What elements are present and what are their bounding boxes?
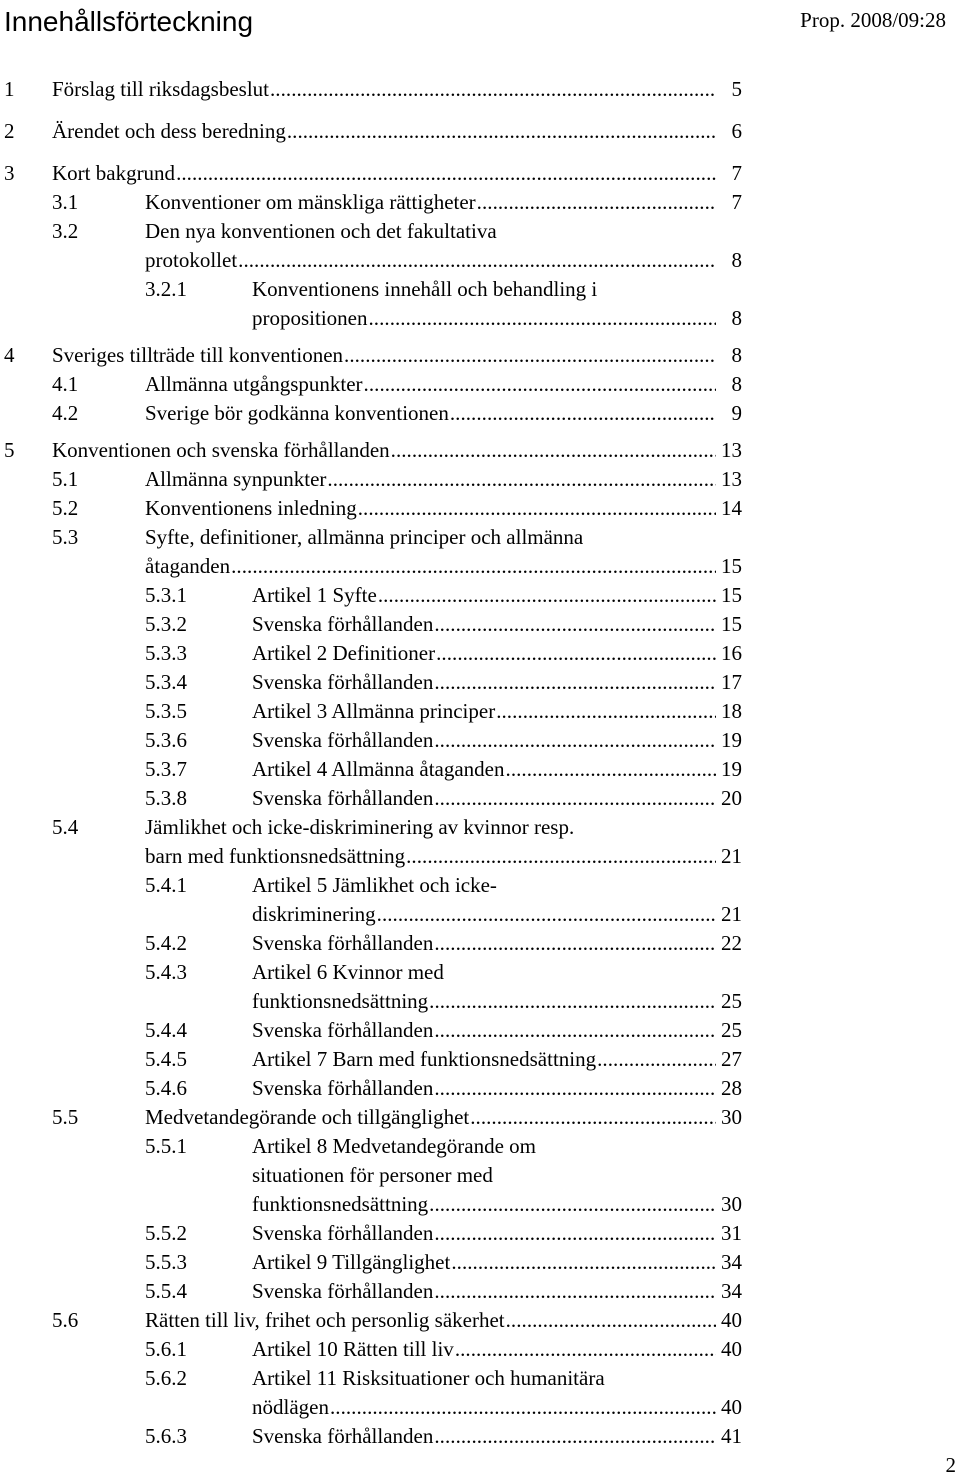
toc-line xyxy=(0,930,960,956)
toc-line xyxy=(0,1191,960,1217)
toc-entry-title: Svenska förhållanden xyxy=(252,1221,434,1245)
toc-entry-page: 22 xyxy=(721,931,742,955)
toc-line xyxy=(0,756,960,782)
toc-entry-number: 5.3.4 xyxy=(145,670,187,694)
toc-entry-title: åtaganden xyxy=(145,554,231,578)
toc-entry xyxy=(252,1075,742,1101)
toc-line xyxy=(0,669,960,695)
toc-entry xyxy=(252,305,742,331)
dot-leader xyxy=(434,930,716,956)
toc-entry-page: 16 xyxy=(721,641,742,665)
dot-leader xyxy=(496,698,716,724)
toc-entry-page: 18 xyxy=(721,699,742,723)
dot-leader xyxy=(378,582,716,608)
toc-line xyxy=(0,276,960,302)
toc-entry xyxy=(145,400,742,426)
toc-line xyxy=(0,553,960,579)
toc-entry xyxy=(252,727,742,753)
toc-entry-title: protokollet xyxy=(145,248,238,272)
dot-leader xyxy=(455,1336,716,1362)
toc-entry-title: diskriminering xyxy=(252,902,376,926)
dot-leader xyxy=(597,1046,716,1072)
toc-entry-page: 8 xyxy=(731,343,742,367)
toc-entry xyxy=(52,118,742,144)
dot-leader xyxy=(358,495,716,521)
toc-entry-title: Svenska förhållanden xyxy=(252,670,434,694)
toc-line xyxy=(0,901,960,927)
toc-entry-page: 20 xyxy=(721,786,742,810)
toc-entry-title: Svenska förhållanden xyxy=(252,1424,434,1448)
toc-entry xyxy=(252,1249,742,1275)
toc-entry-page: 34 xyxy=(721,1250,742,1274)
toc-entry-page: 27 xyxy=(721,1047,742,1071)
dot-leader xyxy=(344,342,716,368)
toc-entry-title: Artikel 6 Kvinnor med xyxy=(252,960,444,984)
toc-entry-title: funktionsnedsättning xyxy=(252,1192,429,1216)
toc-line xyxy=(0,1249,960,1275)
toc-entry-title: situationen för personer med xyxy=(252,1163,493,1187)
toc-entry-page: 28 xyxy=(721,1076,742,1100)
dot-leader xyxy=(470,1104,716,1130)
dot-leader xyxy=(434,611,716,637)
toc-entry-title: Artikel 10 Rätten till liv xyxy=(252,1337,454,1361)
dot-leader xyxy=(434,785,716,811)
toc-entry-title: Konventionen och svenska förhållanden xyxy=(52,438,390,462)
toc-entry-page: 8 xyxy=(731,306,742,330)
toc-entry-title: Svenska förhållanden xyxy=(252,1018,434,1042)
toc-entry xyxy=(145,553,742,579)
dot-leader xyxy=(287,118,716,144)
toc-entry xyxy=(252,785,742,811)
toc-entry xyxy=(252,698,742,724)
toc-line xyxy=(0,437,960,463)
toc-entry-number: 5.4 xyxy=(52,815,79,839)
dot-leader xyxy=(506,1307,716,1333)
toc-line xyxy=(0,1104,960,1130)
toc-entry-number: 5.4.1 xyxy=(145,873,187,897)
toc-entry-title: Medvetandegörande och tillgänglighet xyxy=(145,1105,470,1129)
toc-line xyxy=(0,872,960,898)
toc-entry-title: Artikel 3 Allmänna principer xyxy=(252,699,496,723)
page-number: 2 xyxy=(945,1453,956,1477)
toc-entry xyxy=(252,1220,742,1246)
toc-entry-title: barn med funktionsnedsättning xyxy=(145,844,406,868)
toc-entry-title: Allmänna utgångspunkter xyxy=(145,372,363,396)
toc-entry-title: Svenska förhållanden xyxy=(252,1279,434,1303)
toc-entry-number: 3.2.1 xyxy=(145,277,187,301)
toc-entry-page: 19 xyxy=(721,757,742,781)
toc-entry-title: Ärendet och dess beredning xyxy=(52,119,286,143)
toc-entry-title: Svenska förhållanden xyxy=(252,612,434,636)
toc-entry-title: Den nya konventionen och det fakultativa xyxy=(145,219,497,243)
toc-entry-title: Svenska förhållanden xyxy=(252,786,434,810)
toc-entry-number: 5.4.2 xyxy=(145,931,187,955)
toc-line xyxy=(0,218,960,244)
toc-entry-number: 5.3.1 xyxy=(145,583,187,607)
toc-line xyxy=(0,524,960,550)
toc-entry-title: Rätten till liv, frihet och personlig säkerhet xyxy=(145,1308,505,1332)
toc-entry-page: 41 xyxy=(721,1424,742,1448)
toc-entry-title: Förslag till riksdagsbeslut xyxy=(52,77,269,101)
toc-entry-title: Artikel 5 Jämlikhet och icke- xyxy=(252,873,497,897)
toc-line xyxy=(0,1394,960,1420)
toc-entry-number: 5.5.1 xyxy=(145,1134,187,1158)
toc-entry xyxy=(252,756,742,782)
dot-leader xyxy=(231,553,716,579)
dot-leader xyxy=(506,756,716,782)
toc-entry-page: 30 xyxy=(721,1105,742,1129)
toc-entry xyxy=(252,669,742,695)
toc-line xyxy=(0,1220,960,1246)
toc-entry-number: 5.5.2 xyxy=(145,1221,187,1245)
toc-entry-page: 5 xyxy=(731,77,742,101)
toc-line xyxy=(0,611,960,637)
toc-entry xyxy=(252,930,742,956)
dot-leader xyxy=(434,1017,716,1043)
toc-entry-number: 5.3.3 xyxy=(145,641,187,665)
toc-entry-number: 5.4.5 xyxy=(145,1047,187,1071)
toc-entry-page: 8 xyxy=(731,372,742,396)
toc-line xyxy=(0,1162,960,1188)
toc-entry-page: 14 xyxy=(721,496,742,520)
toc-entry-page: 25 xyxy=(721,1018,742,1042)
toc-entry xyxy=(252,582,742,608)
toc-line xyxy=(0,1046,960,1072)
toc-entry-page: 13 xyxy=(721,467,742,491)
toc-entry-page: 21 xyxy=(721,902,742,926)
toc-entry xyxy=(52,160,742,186)
toc-line xyxy=(0,400,960,426)
toc-entry-number: 5.5.4 xyxy=(145,1279,187,1303)
toc-entry-page: 25 xyxy=(721,989,742,1013)
toc-entry-title: Jämlikhet och icke-diskriminering av kvinnor resp. xyxy=(145,815,575,839)
toc-entry-title: Svenska förhållanden xyxy=(252,931,434,955)
toc-entry-number: 5.6.3 xyxy=(145,1424,187,1448)
dot-leader xyxy=(434,1075,716,1101)
toc-entry-title: Artikel 1 Syfte xyxy=(252,583,377,607)
dot-leader xyxy=(450,400,716,426)
toc-entry xyxy=(145,189,742,215)
toc-line xyxy=(0,495,960,521)
toc-entry-page: 6 xyxy=(731,119,742,143)
dot-leader xyxy=(434,1220,716,1246)
toc-entry-page: 8 xyxy=(731,248,742,272)
dot-leader xyxy=(429,1191,716,1217)
toc-entry xyxy=(252,1394,742,1420)
toc-line xyxy=(0,959,960,985)
toc-entry-number: 5.3 xyxy=(52,525,79,549)
toc-entry xyxy=(52,342,742,368)
dot-leader xyxy=(436,640,716,666)
toc-entry-title: Artikel 11 Risksituationer och humanitära xyxy=(252,1366,605,1390)
toc-line xyxy=(0,189,960,215)
toc-line xyxy=(0,1365,960,1391)
toc-entry-number: 5.5 xyxy=(52,1105,79,1129)
dot-leader xyxy=(451,1249,716,1275)
toc-entry xyxy=(252,988,742,1014)
toc-line xyxy=(0,1017,960,1043)
toc-entry-page: 40 xyxy=(721,1308,742,1332)
dot-leader xyxy=(369,305,717,331)
dot-leader xyxy=(429,988,716,1014)
dot-leader xyxy=(434,1278,716,1304)
toc-entry xyxy=(52,76,742,102)
toc-entry-page: 40 xyxy=(721,1395,742,1419)
toc-entry xyxy=(252,1423,742,1449)
toc-entry xyxy=(52,437,742,463)
toc-entry-number: 5.3.5 xyxy=(145,699,187,723)
toc-entry xyxy=(145,466,742,492)
toc-entry-page: 7 xyxy=(731,161,742,185)
toc-entry-title: Artikel 4 Allmänna åtaganden xyxy=(252,757,505,781)
toc-entry-title: propositionen xyxy=(252,306,368,330)
dot-leader xyxy=(364,371,716,397)
toc-entry-number: 5.6 xyxy=(52,1308,79,1332)
toc-entry-title: Artikel 8 Medvetandegörande om xyxy=(252,1134,536,1158)
toc-entry xyxy=(252,1017,742,1043)
toc-line xyxy=(0,988,960,1014)
toc-entry-title: Syfte, definitioner, allmänna principer och allmänna xyxy=(145,525,584,549)
dot-leader xyxy=(434,669,716,695)
toc-entry-title: funktionsnedsättning xyxy=(252,989,429,1013)
toc-entry-title: Allmänna synpunkter xyxy=(145,467,327,491)
toc-entry xyxy=(252,1191,742,1217)
toc-entry-number: 5.3.6 xyxy=(145,728,187,752)
toc-line xyxy=(0,727,960,753)
toc-entry xyxy=(252,1336,742,1362)
toc-entry xyxy=(145,371,742,397)
toc-line xyxy=(0,698,960,724)
toc-entry-number: 5.4.3 xyxy=(145,960,187,984)
toc-line xyxy=(0,118,960,144)
toc-entry xyxy=(252,611,742,637)
toc-entry-number: 4.2 xyxy=(52,401,79,425)
toc-entry-title: nödlägen xyxy=(252,1395,329,1419)
toc-entry xyxy=(252,1046,742,1072)
toc-entry-number: 5.3.2 xyxy=(145,612,187,636)
toc-entry-page: 19 xyxy=(721,728,742,752)
toc-entry xyxy=(145,1104,742,1130)
toc-line xyxy=(0,582,960,608)
toc-entry-page: 15 xyxy=(721,612,742,636)
toc-line xyxy=(0,305,960,331)
toc-line xyxy=(0,1075,960,1101)
toc-entry-number: 5.6.1 xyxy=(145,1337,187,1361)
toc-entry-page: 40 xyxy=(721,1337,742,1361)
toc-entry-title: Konventionens inledning xyxy=(145,496,357,520)
toc-entry-title: Svenska förhållanden xyxy=(252,728,434,752)
toc-entry-number: 2 xyxy=(4,119,15,143)
dot-leader xyxy=(176,160,716,186)
toc-line xyxy=(0,160,960,186)
dot-leader xyxy=(238,247,716,273)
toc-entry-page: 13 xyxy=(721,438,742,462)
toc-entry-page: 7 xyxy=(731,190,742,214)
dot-leader xyxy=(270,76,716,102)
dot-leader xyxy=(406,843,716,869)
toc-entry-number: 4 xyxy=(4,343,15,367)
toc-entry-number: 5.6.2 xyxy=(145,1366,187,1390)
page-title: Innehållsförteckning xyxy=(4,6,254,37)
toc-entry-title: Konventionens innehåll och behandling i xyxy=(252,277,598,301)
toc-entry-number: 5.4.4 xyxy=(145,1018,187,1042)
toc-entry-number: 3.1 xyxy=(52,190,79,214)
toc-line xyxy=(0,1278,960,1304)
toc-line xyxy=(0,466,960,492)
toc-entry-number: 5.4.6 xyxy=(145,1076,187,1100)
dot-leader xyxy=(377,901,716,927)
toc-entry xyxy=(252,1278,742,1304)
dot-leader xyxy=(330,1394,716,1420)
toc-line xyxy=(0,1133,960,1159)
toc-line xyxy=(0,843,960,869)
toc-entry-page: 21 xyxy=(721,844,742,868)
toc-entry-title: Sveriges tillträde till konventionen xyxy=(52,343,344,367)
toc-entry xyxy=(252,901,742,927)
toc-entry-title: Artikel 2 Definitioner xyxy=(252,641,436,665)
toc-line xyxy=(0,814,960,840)
toc-entry-number: 1 xyxy=(4,77,15,101)
proposition-number: Prop. 2008/09:28 xyxy=(800,8,946,32)
toc-entry-number: 5.3.8 xyxy=(145,786,187,810)
toc-entry-number: 5.5.3 xyxy=(145,1250,187,1274)
toc-entry xyxy=(145,1307,742,1333)
toc-entry-title: Kort bakgrund xyxy=(52,161,176,185)
toc-entry-number: 4.1 xyxy=(52,372,79,396)
toc-entry-number: 5.3.7 xyxy=(145,757,187,781)
toc-entry xyxy=(252,640,742,666)
toc-line xyxy=(0,342,960,368)
toc-entry-page: 31 xyxy=(721,1221,742,1245)
toc-entry-number: 3.2 xyxy=(52,219,79,243)
toc-entry-title: Artikel 7 Barn med funktionsnedsättning xyxy=(252,1047,597,1071)
dot-leader xyxy=(434,727,716,753)
toc-entry-number: 5 xyxy=(4,438,15,462)
toc-entry xyxy=(145,843,742,869)
toc-entry-title: Sverige bör godkänna konventionen xyxy=(145,401,449,425)
dot-leader xyxy=(391,437,716,463)
toc-entry-title: Konventioner om mänskliga rättigheter xyxy=(145,190,476,214)
toc-line xyxy=(0,1423,960,1449)
toc-line xyxy=(0,785,960,811)
toc-line xyxy=(0,76,960,102)
toc-entry-page: 15 xyxy=(721,583,742,607)
toc-entry-number: 3 xyxy=(4,161,15,185)
toc-entry-page: 34 xyxy=(721,1279,742,1303)
toc-entry-page: 9 xyxy=(731,401,742,425)
toc-line xyxy=(0,1307,960,1333)
dot-leader xyxy=(434,1423,716,1449)
toc-entry-page: 15 xyxy=(721,554,742,578)
toc-line xyxy=(0,640,960,666)
toc-entry-page: 30 xyxy=(721,1192,742,1216)
dot-leader xyxy=(327,466,716,492)
toc-entry xyxy=(145,495,742,521)
toc-entry-number: 5.1 xyxy=(52,467,79,491)
toc-entry-title: Artikel 9 Tillgänglighet xyxy=(252,1250,451,1274)
toc-entry xyxy=(145,247,742,273)
dot-leader xyxy=(477,189,716,215)
toc-line xyxy=(0,371,960,397)
toc-line xyxy=(0,1336,960,1362)
toc-entry-title: Svenska förhållanden xyxy=(252,1076,434,1100)
toc-entry-number: 5.2 xyxy=(52,496,79,520)
toc-line xyxy=(0,247,960,273)
toc-entry-page: 17 xyxy=(721,670,742,694)
